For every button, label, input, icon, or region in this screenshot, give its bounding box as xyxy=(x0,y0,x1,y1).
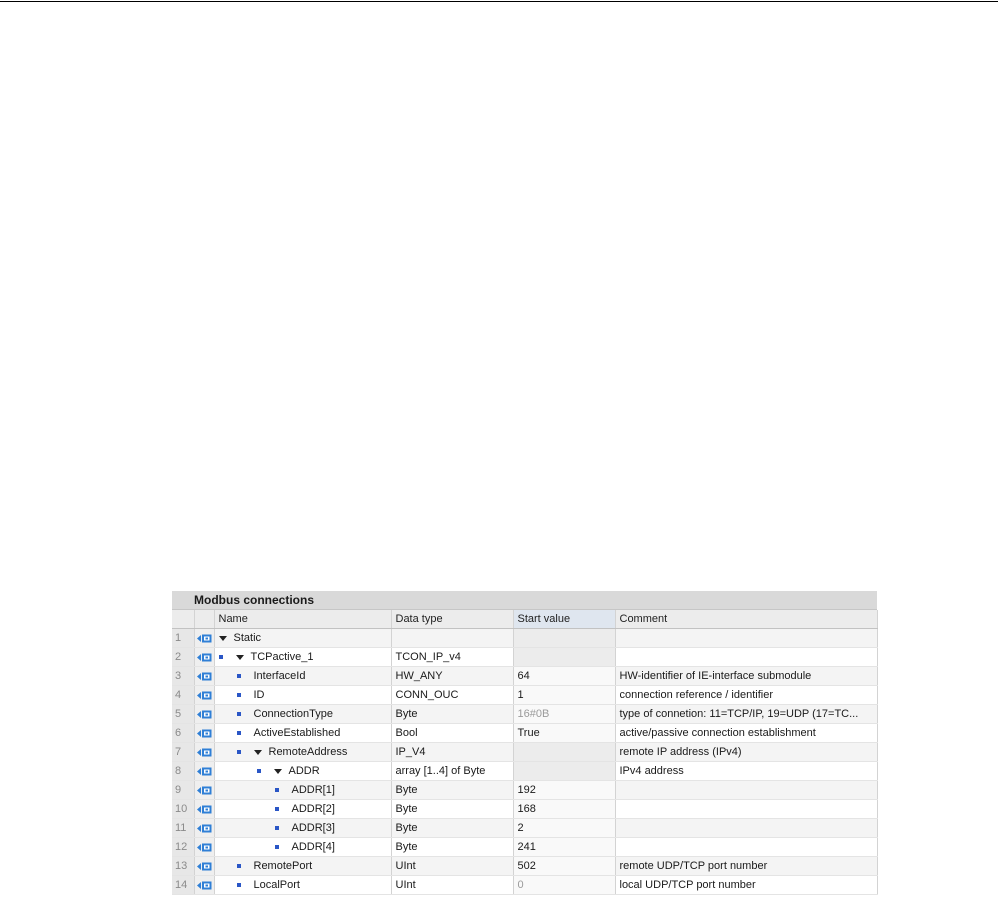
name-cell[interactable] xyxy=(214,819,391,838)
data-block-table xyxy=(172,610,878,895)
panel-title: Modbus connections xyxy=(172,591,877,610)
table-row[interactable] xyxy=(172,819,877,838)
member-bullet-icon xyxy=(275,845,279,849)
comment-cell[interactable]: local UDP/TCP port number xyxy=(615,876,877,895)
start-value-cell[interactable]: 168 xyxy=(513,800,615,819)
static-interface-icon xyxy=(194,743,214,762)
comment-cell[interactable] xyxy=(615,800,877,819)
start-value-cell[interactable]: 502 xyxy=(513,857,615,876)
static-interface-icon xyxy=(194,705,214,724)
comment-cell[interactable]: HW-identifier of IE-interface submodule xyxy=(615,667,877,686)
data-type-cell[interactable]: Byte xyxy=(391,819,513,838)
name-cell[interactable] xyxy=(214,667,391,686)
static-interface-icon xyxy=(194,838,214,857)
header-name[interactable]: Name xyxy=(214,610,391,629)
header-num xyxy=(172,610,194,629)
comment-cell[interactable] xyxy=(615,819,877,838)
start-value-cell[interactable] xyxy=(513,629,615,648)
comment-cell[interactable]: remote IP address (IPv4) xyxy=(615,743,877,762)
static-interface-icon xyxy=(194,686,214,705)
expand-arrow-icon[interactable] xyxy=(219,636,227,641)
row-number: 8 xyxy=(172,762,194,781)
name-cell[interactable] xyxy=(214,705,391,724)
header-data-type[interactable]: Data type xyxy=(391,610,513,629)
table-row[interactable] xyxy=(172,667,877,686)
static-interface-icon xyxy=(194,667,214,686)
variable-name: ActiveEstablished xyxy=(253,727,341,739)
name-cell[interactable] xyxy=(214,724,391,743)
row-number: 2 xyxy=(172,648,194,667)
row-number: 9 xyxy=(172,781,194,800)
comment-cell[interactable]: active/passive connection establishment xyxy=(615,724,877,743)
table-row[interactable] xyxy=(172,781,877,800)
static-interface-icon xyxy=(194,781,214,800)
table-row[interactable] xyxy=(172,876,877,895)
data-type-cell[interactable]: array [1..4] of Byte xyxy=(391,762,513,781)
member-bullet-icon xyxy=(219,655,223,659)
table-row[interactable] xyxy=(172,705,877,724)
table-body xyxy=(172,629,877,895)
variable-name: ADDR xyxy=(288,765,320,777)
start-value-cell[interactable]: 64 xyxy=(513,667,615,686)
data-type-cell[interactable]: Byte xyxy=(391,781,513,800)
data-type-cell[interactable]: Byte xyxy=(391,705,513,724)
member-bullet-icon xyxy=(275,826,279,830)
static-interface-icon xyxy=(194,857,214,876)
start-value-cell[interactable]: 0 xyxy=(513,876,615,895)
start-value-cell[interactable] xyxy=(513,648,615,667)
header-icon xyxy=(194,610,214,629)
variable-name: ADDR[1] xyxy=(291,784,335,796)
name-cell[interactable] xyxy=(214,743,391,762)
variable-name: LocalPort xyxy=(253,879,300,891)
data-type-cell[interactable]: Byte xyxy=(391,800,513,819)
static-interface-icon xyxy=(194,800,214,819)
variable-name: RemotePort xyxy=(253,860,313,872)
row-number: 1 xyxy=(172,629,194,648)
row-number: 6 xyxy=(172,724,194,743)
row-number: 14 xyxy=(172,876,194,895)
start-value-cell[interactable]: 2 xyxy=(513,819,615,838)
data-type-cell[interactable]: HW_ANY xyxy=(391,667,513,686)
table-row[interactable] xyxy=(172,724,877,743)
row-number: 5 xyxy=(172,705,194,724)
variable-name: ID xyxy=(253,689,265,701)
table-row[interactable] xyxy=(172,743,877,762)
start-value-cell[interactable]: 16#0B xyxy=(513,705,615,724)
member-bullet-icon xyxy=(237,712,241,716)
top-rule xyxy=(0,1,998,2)
variable-name: ADDR[4] xyxy=(291,841,335,853)
table-header xyxy=(172,610,877,629)
data-type-cell[interactable]: TCON_IP_v4 xyxy=(391,648,513,667)
start-value-cell[interactable]: True xyxy=(513,724,615,743)
name-cell[interactable] xyxy=(214,800,391,819)
start-value-cell[interactable]: 241 xyxy=(513,838,615,857)
start-value-cell[interactable] xyxy=(513,762,615,781)
row-number: 13 xyxy=(172,857,194,876)
table-row[interactable] xyxy=(172,857,877,876)
comment-cell[interactable]: IPv4 address xyxy=(615,762,877,781)
row-number: 11 xyxy=(172,819,194,838)
variable-name: Static xyxy=(233,632,262,644)
comment-cell[interactable] xyxy=(615,781,877,800)
variable-name: ConnectionType xyxy=(253,708,333,720)
expand-arrow-icon[interactable] xyxy=(236,655,244,660)
header-start-value[interactable]: Start value xyxy=(513,610,615,629)
member-bullet-icon xyxy=(237,731,241,735)
comment-cell[interactable] xyxy=(615,629,877,648)
member-bullet-icon xyxy=(275,807,279,811)
comment-cell[interactable]: connection reference / identifier xyxy=(615,686,877,705)
expand-arrow-icon[interactable] xyxy=(254,750,262,755)
table-row[interactable] xyxy=(172,648,877,667)
row-number: 10 xyxy=(172,800,194,819)
member-bullet-icon xyxy=(237,693,241,697)
comment-cell[interactable]: type of connetion: 11=TCP/IP, 19=UDP (17=TC... xyxy=(615,705,877,724)
data-type-cell[interactable]: UInt xyxy=(391,876,513,895)
table-row[interactable] xyxy=(172,838,877,857)
variable-name: ADDR[3] xyxy=(291,822,335,834)
table-row[interactable] xyxy=(172,762,877,781)
variable-name: RemoteAddress xyxy=(268,746,348,758)
row-number: 12 xyxy=(172,838,194,857)
name-cell[interactable] xyxy=(214,838,391,857)
static-interface-icon xyxy=(194,724,214,743)
static-interface-icon xyxy=(194,762,214,781)
variable-name: InterfaceId xyxy=(253,670,306,682)
table-row[interactable] xyxy=(172,686,877,705)
table-row[interactable] xyxy=(172,629,877,648)
static-interface-icon xyxy=(194,819,214,838)
variable-name: ADDR[2] xyxy=(291,803,335,815)
name-cell[interactable] xyxy=(214,876,391,895)
table-row[interactable] xyxy=(172,800,877,819)
name-cell[interactable] xyxy=(214,762,391,781)
comment-cell[interactable] xyxy=(615,648,877,667)
header-comment[interactable]: Comment xyxy=(615,610,877,629)
member-bullet-icon xyxy=(275,788,279,792)
modbus-connections-panel xyxy=(172,591,877,895)
static-interface-icon xyxy=(194,629,214,648)
row-number: 3 xyxy=(172,667,194,686)
comment-cell[interactable]: remote UDP/TCP port number xyxy=(615,857,877,876)
member-bullet-icon xyxy=(237,674,241,678)
member-bullet-icon xyxy=(237,750,241,754)
expand-arrow-icon[interactable] xyxy=(274,769,282,774)
start-value-cell[interactable]: 1 xyxy=(513,686,615,705)
row-number: 7 xyxy=(172,743,194,762)
member-bullet-icon xyxy=(237,864,241,868)
data-type-cell[interactable]: Byte xyxy=(391,838,513,857)
data-type-cell[interactable]: Bool xyxy=(391,724,513,743)
static-interface-icon xyxy=(194,876,214,895)
name-cell[interactable] xyxy=(214,648,391,667)
comment-cell[interactable] xyxy=(615,838,877,857)
name-cell[interactable] xyxy=(214,686,391,705)
start-value-cell[interactable] xyxy=(513,743,615,762)
start-value-cell[interactable]: 192 xyxy=(513,781,615,800)
data-type-cell[interactable] xyxy=(391,629,513,648)
data-type-cell[interactable]: UInt xyxy=(391,857,513,876)
name-cell[interactable] xyxy=(214,781,391,800)
name-cell[interactable] xyxy=(214,857,391,876)
data-type-cell[interactable]: IP_V4 xyxy=(391,743,513,762)
member-bullet-icon xyxy=(257,769,261,773)
data-type-cell[interactable]: CONN_OUC xyxy=(391,686,513,705)
variable-name: TCPactive_1 xyxy=(250,651,314,663)
row-number: 4 xyxy=(172,686,194,705)
name-cell[interactable] xyxy=(214,629,391,648)
member-bullet-icon xyxy=(237,883,241,887)
static-interface-icon xyxy=(194,648,214,667)
